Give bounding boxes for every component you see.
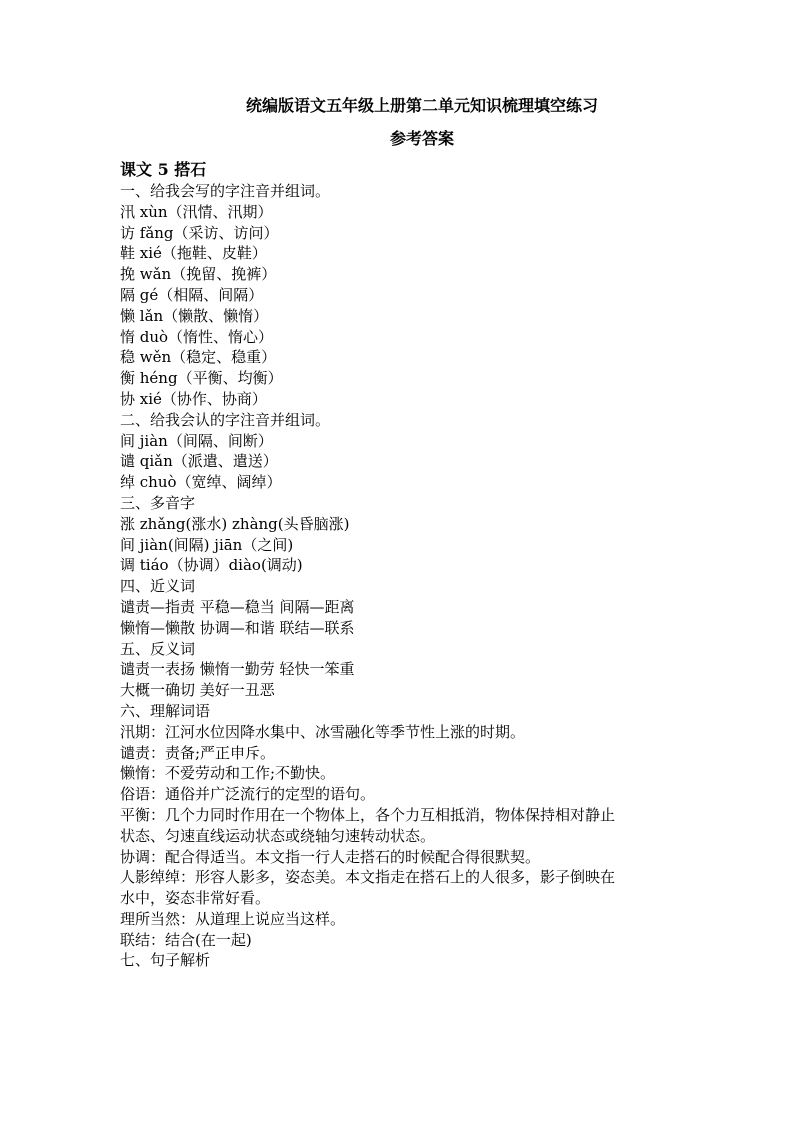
document-subtitle: 参考答案: [389, 129, 454, 148]
answer-line: 谴 qiǎn（派遣、遣送）: [120, 452, 278, 471]
answer-line: 汛期：江河水位因降水集中、冰雪融化等季节性上涨的时期。: [120, 722, 526, 741]
answer-line: 懒 lǎn（懒散、懒惰）: [120, 306, 269, 325]
answer-line: 访 fǎng（采访、访问）: [120, 223, 279, 242]
answer-line: 惰 duò（惰性、惰心）: [120, 327, 274, 346]
answer-line: 鞋 xié（拖鞋、皮鞋）: [120, 244, 267, 263]
answer-line: 懒惰：不爱劳动和工作;不勤快。: [120, 764, 336, 783]
answer-line: 状态、匀速直线运动状态或绕轴匀速转动状态。: [120, 826, 436, 845]
answer-line: 人影绰绰：形容人影多，姿态美。本文指走在搭石上的人很多，影子倒映在: [120, 868, 616, 887]
answer-line: 理所当然：从道理上说应当这样。: [120, 909, 346, 928]
section-heading-write: 一、给我会写的字注音并组词。: [120, 182, 331, 200]
section-heading-synonyms: 四、近义词: [120, 577, 196, 596]
section-heading-antonyms: 五、反义词: [120, 639, 196, 658]
answer-line: 水中，姿态非常好看。: [120, 889, 271, 908]
answer-line: 隔 gé（相隔、间隔）: [120, 285, 264, 304]
answer-line: 衡 héng（平衡、均衡）: [120, 369, 283, 388]
answer-line: 大概一确切 美好一丑恶: [120, 681, 275, 700]
answer-line: 汛 xùn（汛情、汛期）: [120, 202, 273, 221]
answer-line: 涨 zhǎng(涨水) zhàng(头昏脑涨): [120, 514, 350, 533]
answer-line: 联结：结合(在一起): [120, 930, 252, 949]
answer-line: 调 tiáo（协调）diào(调动): [120, 556, 303, 575]
answer-line: 谴责—指责 平稳—稳当 间隔—距离: [120, 597, 355, 616]
answer-line: 间 jiàn（间隔、间断）: [120, 431, 273, 450]
answer-line: 协 xié（协作、协商）: [120, 389, 267, 408]
document-title: 统编版语文五年级上册第二单元知识梳理填空练习: [245, 96, 598, 115]
answer-content: [120, 181, 680, 971]
answer-line: 谴责一表扬 懒惰一勤劳 轻快一笨重: [120, 660, 355, 679]
answer-line: 俗语：通俗并广泛流行的定型的语句。: [120, 785, 376, 804]
answer-line: 谴责：责备;严正申斥。: [120, 743, 276, 762]
answer-line: 协调：配合得适当。本文指一行人走搭石的时候配合得很默契。: [120, 847, 541, 866]
answer-line: 稳 wěn（稳定、稳重）: [120, 348, 277, 367]
section-heading-recognize: 二、给我会认的字注音并组词。: [120, 410, 331, 429]
answer-line: 挽 wǎn（挽留、挽裤）: [120, 265, 277, 284]
answer-line: 间 jiàn(间隔) jiān（之间): [120, 535, 294, 554]
lesson-heading: 课文 5 搭石: [120, 160, 207, 179]
answer-line: 平衡：几个力同时作用在一个物体上，各个力互相抵消，物体保持相对静止: [120, 805, 616, 824]
section-heading-vocabulary: 六、理解词语: [120, 701, 211, 720]
answer-line: 懒惰—懒散 协调—和谐 联结—联系: [120, 618, 355, 637]
answer-line: 绰 chuò（宽绰、阔绰）: [120, 473, 282, 492]
section-heading-polyphones: 三、多音字: [120, 493, 196, 512]
section-heading-sentences: 七、句子解析: [120, 951, 211, 970]
